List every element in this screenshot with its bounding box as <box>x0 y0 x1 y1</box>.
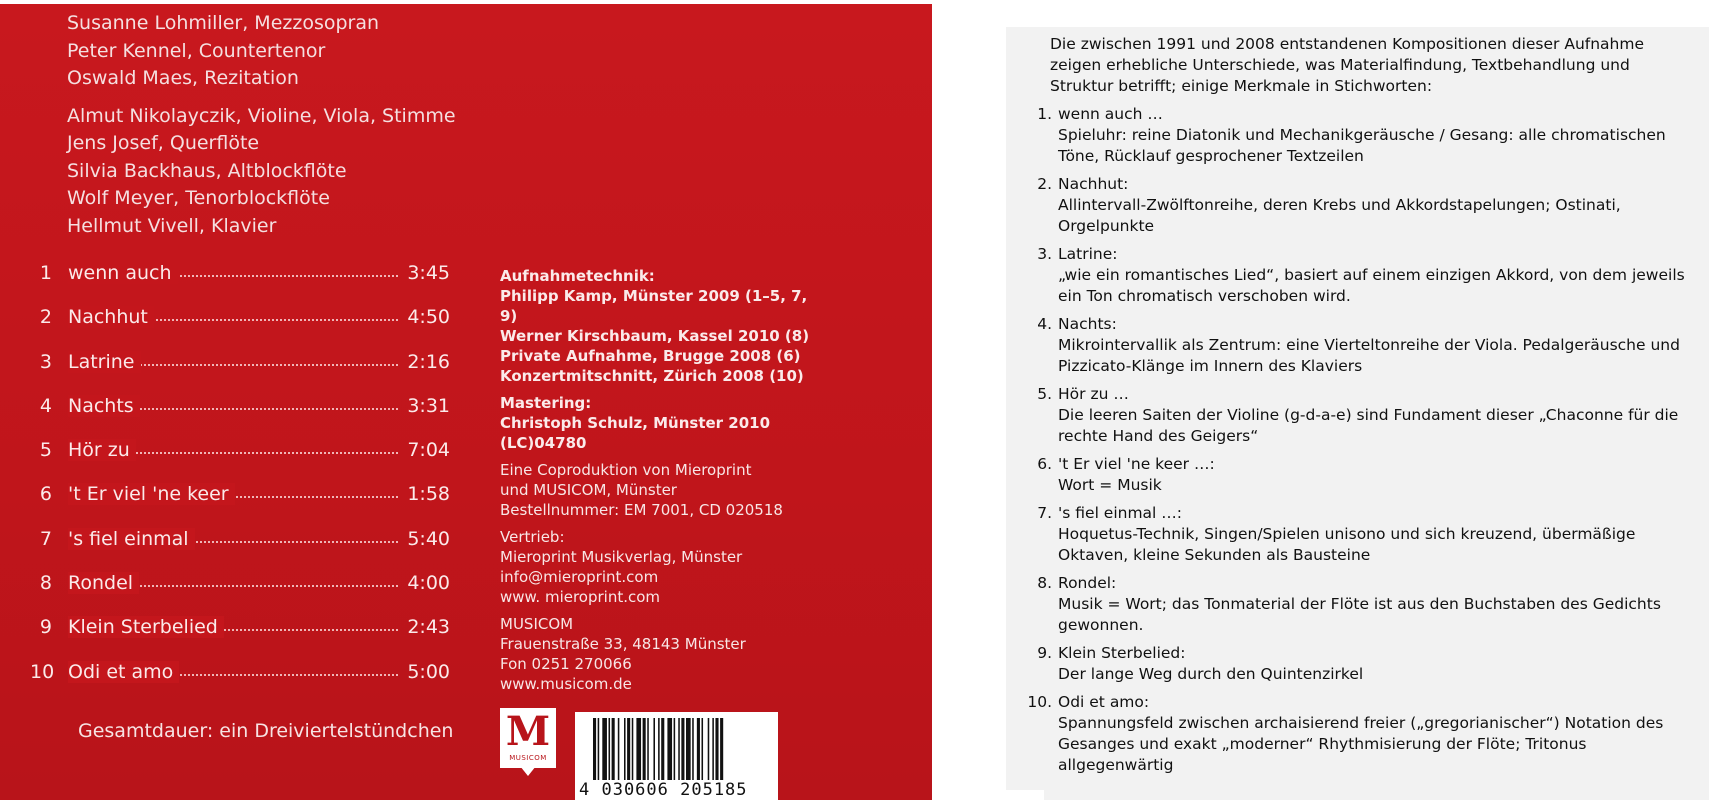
track-duration: 3:31 <box>407 394 450 417</box>
track-number: 3 <box>39 350 52 373</box>
item-description: Wort = Musik <box>1058 476 1162 494</box>
logo-text: MUSICOM <box>509 754 547 762</box>
performer: Peter Kennel, Countertenor <box>67 39 326 62</box>
track-row <box>30 262 450 306</box>
track-number: 4 <box>39 394 52 417</box>
track-row <box>30 351 450 395</box>
item-number: 2. <box>1037 175 1052 193</box>
track-row <box>30 395 450 439</box>
credit-line: Konzertmitschnitt, Zürich 2008 (10) <box>500 367 804 385</box>
credit-line: Werner Kirschbaum, Kassel 2010 (8) <box>500 327 810 345</box>
track-row <box>30 483 450 527</box>
item-heading: Klein Sterbelied: <box>1058 644 1186 662</box>
credits-block <box>500 266 810 701</box>
track-duration: 1:58 <box>407 483 450 506</box>
credit-line: Private Aufnahme, Brugge 2008 (6) <box>500 347 801 365</box>
credit-line: Vertrieb: <box>500 528 565 546</box>
track-row <box>30 616 450 660</box>
credit-line: Bestellnummer: EM 7001, CD 020518 <box>500 501 783 519</box>
credit-line: Fon 0251 270066 <box>500 655 632 673</box>
item-number: 10. <box>1027 693 1052 711</box>
track-row <box>30 439 450 483</box>
logo-pointer <box>520 766 536 776</box>
track-title: Hör zu <box>68 439 136 461</box>
barcode-icon <box>593 718 763 780</box>
item-number: 3. <box>1037 245 1052 263</box>
list-item <box>1020 692 1700 776</box>
item-heading: Rondel: <box>1058 574 1117 592</box>
credit-line: und MUSICOM, Münster <box>500 481 677 499</box>
track-title: Latrine <box>68 351 141 373</box>
item-number: 4. <box>1037 315 1052 333</box>
item-heading: Latrine: <box>1058 245 1118 263</box>
track-number: 2 <box>39 306 52 329</box>
performer: Almut Nikolayczik, Violine, Viola, Stimme <box>67 104 456 127</box>
item-description: Hoquetus-Technik, Singen/Spielen unisono und sich kreuzend, übermäßige Oktaven, kleine Sekunden als Bausteine <box>1058 525 1636 564</box>
credit-line: Christoph Schulz, Münster 2010 <box>500 414 771 432</box>
list-item <box>1020 573 1700 636</box>
item-description: Der lange Weg durch den Quintenzirkel <box>1058 665 1364 683</box>
top-strip <box>0 0 932 4</box>
item-heading: wenn auch … <box>1058 105 1163 123</box>
mastering-heading: Mastering: <box>500 394 592 412</box>
track-duration: 2:16 <box>407 350 450 373</box>
corner-notch <box>1006 790 1044 800</box>
item-description: Allintervall-Zwölftonreihe, deren Krebs und Akkordstapelungen; Ostinati, Orgelpunkte <box>1058 196 1621 235</box>
tracklist <box>30 262 450 705</box>
total-duration: Gesamtdauer: ein Dreiviertelstündchen <box>78 720 454 742</box>
divider <box>67 93 456 103</box>
barcode-number: 4 030606 205185 <box>579 780 748 800</box>
track-duration: 5:00 <box>407 660 450 683</box>
list-item <box>1020 244 1700 307</box>
track-title: Odi et amo <box>68 661 179 683</box>
list-item <box>1020 384 1700 447</box>
item-heading: Odi et amo: <box>1058 693 1150 711</box>
list-item <box>1020 104 1700 167</box>
item-heading: Nachhut: <box>1058 175 1129 193</box>
track-title: 's fiel einmal <box>68 528 195 550</box>
credit-line: Eine Coproduktion von Mieroprint <box>500 461 752 479</box>
performer: Susanne Lohmiller, Mezzosopran <box>67 12 380 34</box>
notes-intro: Die zwischen 1991 und 2008 entstandenen Kompositionen dieser Aufnahme zeigen erhebliche Unterschiede, was Materialfindung, Textbehandlung und Struktur betrifft; einige Merkmale in Stichworten: <box>1050 35 1645 95</box>
track-duration: 3:45 <box>407 262 450 284</box>
track-duration: 4:00 <box>407 572 450 595</box>
item-number: 5. <box>1037 385 1052 403</box>
item-description: Spieluhr: reine Diatonik und Mechanikgeräusche / Gesang: alle chromatischen Töne, Rücklauf gesprochener Textzeilen <box>1058 126 1666 165</box>
track-title: 't Er viel 'ne keer <box>68 483 235 505</box>
credit-line: Philipp Kamp, Münster 2009 (1–5, 7, 9) <box>500 287 808 325</box>
item-description: Mikrointervallik als Zentrum: eine Vierteltonreihe der Viola. Pedalgeräusche und Pizzicato-Klänge im Innern des Klaviers <box>1058 336 1680 375</box>
track-number: 9 <box>39 616 52 639</box>
website-link[interactable]: www.musicom.de <box>500 675 632 693</box>
list-item <box>1020 503 1700 566</box>
top-strip <box>1006 0 1709 27</box>
item-description: Die leeren Saiten der Violine (g-d-a-e) sind Fundament dieser „Chaconne für die rechte Hand des Geigers“ <box>1058 406 1679 445</box>
performer: Hellmut Vivell, Klavier <box>67 214 277 237</box>
liner-notes <box>1006 0 1709 800</box>
track-number: 5 <box>39 439 52 462</box>
item-description: Musik = Wort; das Tonmaterial der Flöte ist aus den Buchstaben des Gedichts gewonnen. <box>1058 595 1661 634</box>
track-title: Nachts <box>68 395 140 417</box>
website-link[interactable]: www. mieroprint.com <box>500 588 661 606</box>
track-number: 7 <box>39 527 52 550</box>
item-heading: Nachts: <box>1058 315 1117 333</box>
item-number: 9. <box>1037 644 1052 662</box>
performer: Wolf Meyer, Tenorblockflöte <box>67 187 330 209</box>
item-heading: 't Er viel 'ne keer …: <box>1058 455 1215 473</box>
list-item <box>1020 454 1700 496</box>
barcode <box>575 712 778 800</box>
track-duration: 7:04 <box>407 439 450 462</box>
performer: Oswald Maes, Rezitation <box>67 67 299 89</box>
page-gutter <box>932 0 1006 800</box>
notes-list <box>1020 104 1700 783</box>
track-number: 10 <box>30 660 55 683</box>
item-heading: 's fiel einmal …: <box>1058 504 1183 522</box>
coproduction-info <box>500 460 810 520</box>
item-number: 8. <box>1037 574 1052 592</box>
list-item <box>1020 174 1700 237</box>
distribution-info <box>500 527 810 607</box>
recording-heading: Aufnahmetechnik: <box>500 267 655 285</box>
credit-line: Frauenstraße 33, 48143 Münster <box>500 635 746 653</box>
track-title: Rondel <box>68 572 139 594</box>
credit-line: (LC)04780 <box>500 434 587 452</box>
track-number: 1 <box>39 262 52 284</box>
recording-credits <box>500 266 810 386</box>
mastering-credits <box>500 393 810 453</box>
track-number: 8 <box>39 572 52 595</box>
musicom-logo <box>500 708 556 768</box>
credit-line: Mieroprint Musikverlag, Münster <box>500 548 743 566</box>
item-description: Spannungsfeld zwischen archaisierend freier („gregorianischer“) Notation des Gesanges und exakt „moderner“ Rhythmisierung der Flöte; Tritonus allgegenwärtig <box>1058 714 1664 774</box>
track-row <box>30 528 450 572</box>
performers-list <box>67 10 456 240</box>
credit-line: MUSICOM <box>500 615 574 633</box>
list-item <box>1020 643 1700 685</box>
track-number: 6 <box>39 483 52 506</box>
performer: Jens Josef, Querflöte <box>67 132 260 154</box>
item-number: 6. <box>1037 455 1052 473</box>
performer: Silvia Backhaus, Altblockflöte <box>67 159 347 182</box>
publisher-address <box>500 614 810 694</box>
track-duration: 2:43 <box>407 616 450 639</box>
logo-letter: M <box>505 708 551 755</box>
item-heading: Hör zu … <box>1058 385 1129 403</box>
list-item <box>1020 314 1700 377</box>
item-number: 7. <box>1037 504 1052 522</box>
track-title: wenn auch <box>68 262 178 284</box>
track-row <box>30 661 450 705</box>
email-link[interactable]: info@mieroprint.com <box>500 568 659 586</box>
item-number: 1. <box>1037 105 1052 123</box>
track-duration: 4:50 <box>407 306 450 329</box>
track-row <box>30 572 450 616</box>
track-duration: 5:40 <box>407 527 450 550</box>
track-row <box>30 306 450 350</box>
track-title: Klein Sterbelied <box>68 616 224 638</box>
track-title: Nachhut <box>68 306 154 328</box>
item-description: „wie ein romantisches Lied“, basiert auf einem einzigen Akkord, von dem jeweils ein Ton chromatisch verschoben wird. <box>1058 266 1685 305</box>
